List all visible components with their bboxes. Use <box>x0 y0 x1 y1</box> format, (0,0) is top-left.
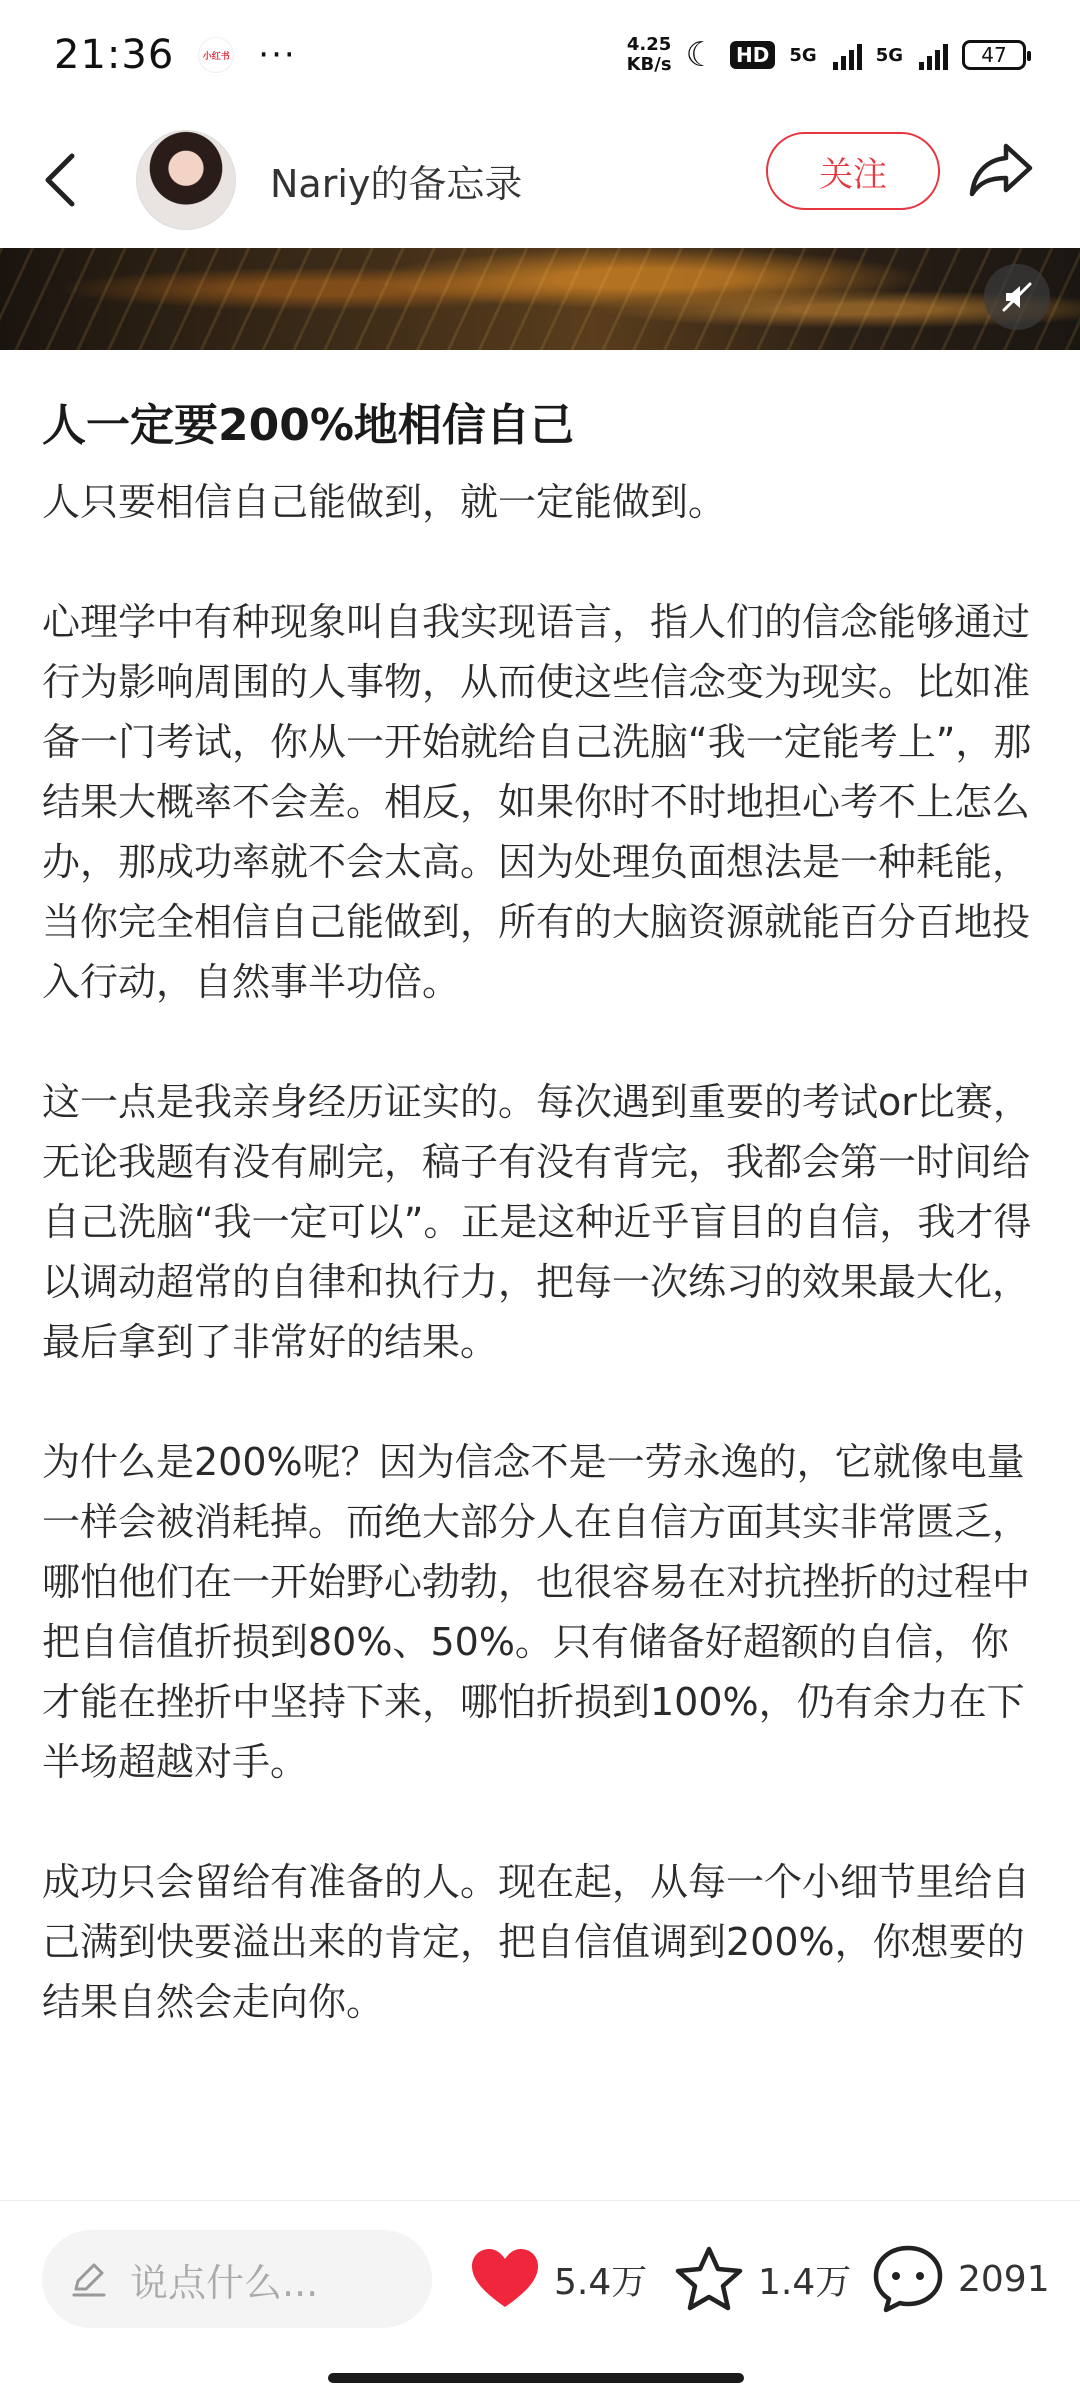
status-time: 21:36 <box>54 32 175 78</box>
network-type-1: 5G <box>789 44 817 66</box>
note-article <box>42 390 1042 2032</box>
article-paragraph: 心理学中有种现象叫自我实现语言，指人们的信念能够通过行为影响周围的人事物，从而使这些信念变为现实。比如准备一门考试，你从一开始就给自己洗脑“我一定能考上”，那结果大概率不会差。相反，如果你时不时地担心考不上怎么办，那成功率就不会太高。因为处理负面想法是一种耗能，当你完全相信自己能做到，所有的大脑资源就能百分百地投入行动，自然事半功倍。 <box>42 600 1032 1004</box>
net-speed-value: 4.25 <box>626 34 672 55</box>
home-indicator[interactable] <box>328 2373 744 2383</box>
app-notification-icon: 小红书 <box>198 37 234 73</box>
mute-button[interactable] <box>984 264 1050 330</box>
battery-level: 47 <box>981 43 1007 67</box>
signal-icon <box>833 40 862 70</box>
banner-texture <box>0 248 1080 350</box>
article-title: 人一定要200%地相信自己 <box>42 400 574 451</box>
star-icon <box>674 2245 744 2313</box>
net-speed <box>627 35 672 75</box>
avatar[interactable] <box>136 130 236 230</box>
heart-icon <box>470 2247 540 2311</box>
share-icon[interactable] <box>966 140 1036 200</box>
hd-badge: HD <box>730 41 775 69</box>
net-speed-unit: KB/s <box>626 54 672 75</box>
banner-image <box>0 248 1080 350</box>
collect-button[interactable] <box>674 2236 851 2322</box>
battery-icon <box>962 40 1026 70</box>
article-paragraph: 人只要相信自己能做到，就一定能做到。 <box>42 480 727 524</box>
status-left <box>54 32 297 78</box>
article-paragraph: 为什么是200%呢？因为信念不是一劳永逸的，它就像电量一样会被消耗掉。而绝大部分人在自信方面其实非常匮乏，哪怕他们在一开始野心勃勃，也很容易在对抗挫折的过程中把自信值折损到80%、50%。只有储备好超额的自信，你才能在挫折中坚持下来，哪怕折损到100%，仍有余力在下半场超越对手。 <box>42 1440 1031 1784</box>
moon-icon: ☾ <box>685 35 717 75</box>
like-button[interactable] <box>470 2236 647 2322</box>
article-paragraph: 成功只会留给有准备的人。现在起，从每一个小细节里给自己满到快要溢出来的肯定，把自信值调到200%，你想要的结果自然会走向你。 <box>42 1860 1031 2024</box>
collect-count: 1.4万 <box>758 2261 852 2303</box>
network-type-2: 5G <box>875 44 903 66</box>
comment-button[interactable] <box>872 2236 1050 2322</box>
signal-icon <box>919 40 948 70</box>
follow-button[interactable]: 关注 <box>766 132 940 210</box>
comment-count: 2091 <box>958 2258 1050 2300</box>
comment-input[interactable] <box>42 2230 432 2328</box>
speaker-mute-icon <box>1000 280 1034 314</box>
author-name[interactable]: Nariy的备忘录 <box>270 161 523 206</box>
bottom-divider <box>0 2200 1080 2201</box>
more-notifications-icon: ··· <box>258 35 297 75</box>
article-body <box>42 472 1042 2032</box>
pen-icon <box>68 2259 108 2299</box>
status-bar <box>0 0 1080 110</box>
comment-placeholder: 说点什么... <box>130 2260 319 2305</box>
back-icon[interactable] <box>30 150 90 210</box>
like-count: 5.4万 <box>554 2261 648 2303</box>
status-right <box>627 35 1026 75</box>
article-paragraph: 这一点是我亲身经历证实的。每次遇到重要的考试or比赛，无论我题有没有刷完，稿子有没有背完，我都会第一时间给自己洗脑“我一定可以”。正是这种近乎盲目的自信，我才得以调动超常的自律和执行力，把每一次练习的效果最大化，最后拿到了非常好的结果。 <box>42 1080 1032 1364</box>
note-header <box>0 110 1080 250</box>
comment-bubble-icon <box>872 2244 944 2314</box>
